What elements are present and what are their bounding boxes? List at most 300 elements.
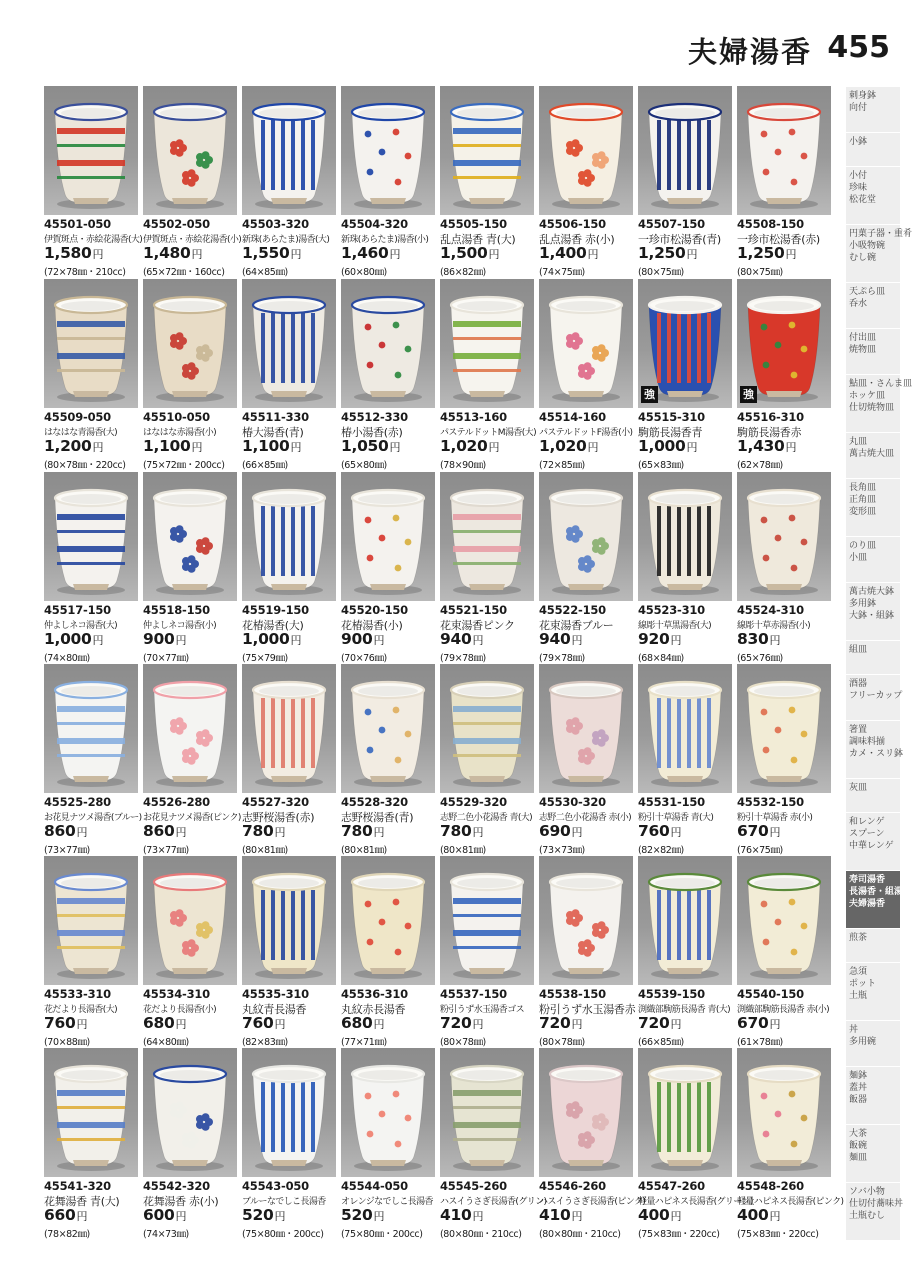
sidebar-tab-label: スプーン: [849, 829, 885, 839]
teacup-photo-icon: [150, 676, 230, 788]
product-code: 45505-150: [440, 217, 507, 231]
yen-unit: 円: [373, 1018, 385, 1031]
sidebar-tab[interactable]: [846, 720, 904, 778]
product-code: 45525-280: [44, 795, 111, 809]
product-size: (80×80㎜・210cc): [539, 1229, 621, 1240]
sidebar-tab[interactable]: [846, 962, 900, 1020]
sidebar-tab-label: 小皿: [849, 553, 868, 563]
product-name: 新珠(あらたま)湯香(大): [242, 235, 330, 245]
teacup-photo-icon: [150, 1060, 230, 1172]
product-size: (60×80㎜): [341, 267, 387, 278]
product-price: [737, 1206, 780, 1224]
product-card[interactable]: [440, 1048, 547, 1244]
product-code: 45518-150: [143, 603, 210, 617]
price-value: 1,000: [44, 630, 92, 648]
price-value: 1,100: [143, 437, 191, 455]
sidebar-tab-label: 焼物皿: [849, 345, 877, 355]
product-photo: [440, 664, 534, 793]
teacup-photo-icon: [249, 1060, 329, 1172]
product-size: (70×88㎜): [44, 1037, 90, 1048]
product-card[interactable]: [440, 856, 539, 1052]
product-photo: [737, 472, 831, 601]
product-card[interactable]: [440, 86, 539, 282]
product-name: 新珠(あらたま)湯香(小): [341, 235, 429, 245]
product-name: 駒筋長湯香赤: [737, 426, 802, 439]
sidebar-tab[interactable]: [846, 432, 900, 478]
sidebar-tab-label: 正角皿: [849, 495, 877, 505]
sidebar-tab-label: 中華レンゲ: [849, 841, 894, 851]
product-size: (80×78㎜): [539, 1037, 585, 1048]
product-size: (80×75㎜): [638, 267, 684, 278]
product-card[interactable]: [341, 279, 440, 475]
product-card[interactable]: [638, 279, 737, 475]
teacup-photo-icon: [447, 1060, 527, 1172]
yen-unit: 円: [472, 826, 484, 839]
product-size: (64×80㎜): [143, 1037, 189, 1048]
product-card[interactable]: [638, 856, 737, 1052]
product-price: [539, 630, 582, 648]
sidebar-tab[interactable]: [846, 132, 900, 166]
price-value: 520: [242, 1206, 274, 1224]
sidebar-tab-label: 萬古焼大鉢: [849, 587, 895, 597]
product-price: [341, 437, 400, 455]
product-photo: [737, 1048, 831, 1177]
product-code: 45507-150: [638, 217, 705, 231]
sidebar-tab[interactable]: [846, 224, 912, 282]
product-code: 45516-310: [737, 410, 804, 424]
product-card[interactable]: [440, 472, 539, 668]
product-name: 志野桜湯香(赤): [242, 811, 315, 824]
product-code: 45544-050: [341, 1179, 408, 1193]
product-price: [143, 244, 202, 262]
product-price: [440, 437, 499, 455]
sidebar-tab[interactable]: [846, 1124, 900, 1182]
product-card[interactable]: [440, 664, 539, 860]
sidebar-tab-label: 変形皿: [849, 507, 877, 517]
sidebar-tab-label: のり皿: [849, 541, 877, 551]
sidebar-tab-label: 小鉢: [849, 137, 868, 147]
price-value: 410: [539, 1206, 571, 1224]
product-code: 45547-260: [638, 1179, 705, 1193]
product-card[interactable]: [638, 472, 737, 668]
product-size: (65×80㎜): [341, 460, 387, 471]
product-photo: [440, 472, 534, 601]
product-size: (82×82㎜): [638, 845, 684, 856]
price-value: 780: [341, 822, 373, 840]
teacup-photo-icon: [51, 676, 131, 788]
page-header: [640, 28, 890, 68]
price-value: 680: [143, 1014, 175, 1032]
product-price: [242, 1206, 285, 1224]
product-card[interactable]: [737, 1048, 844, 1244]
teacup-photo-icon: [645, 676, 725, 788]
product-card[interactable]: [143, 856, 242, 1052]
price-value: 600: [143, 1206, 175, 1224]
yen-unit: 円: [290, 441, 302, 454]
sidebar-tab-label: 多用鉢: [849, 599, 877, 609]
sidebar-tab-label: 土瓶むし: [849, 1211, 886, 1221]
reinforced-badge: 強: [641, 386, 658, 403]
sidebar-tab-label: 丸皿: [849, 437, 868, 447]
reinforced-badge: 強: [740, 386, 757, 403]
sidebar-tab-label: 蓋丼: [849, 1083, 868, 1093]
sidebar-tab-label: 灰皿: [849, 783, 868, 793]
product-card[interactable]: [440, 279, 539, 475]
product-photo: [143, 472, 237, 601]
product-price: [242, 1014, 285, 1032]
product-price: [341, 822, 384, 840]
sidebar-tab[interactable]: [846, 328, 900, 374]
product-size: (80×78㎜): [440, 1037, 486, 1048]
yen-unit: 円: [92, 634, 104, 647]
sidebar-tab-label: 急須: [849, 967, 868, 977]
price-value: 1,000: [242, 630, 290, 648]
product-card[interactable]: [143, 279, 242, 475]
product-price: [539, 822, 582, 840]
yen-unit: 円: [175, 634, 187, 647]
product-card[interactable]: [44, 472, 143, 668]
yen-unit: 円: [472, 634, 484, 647]
yen-unit: 円: [76, 826, 88, 839]
product-size: (66×85㎜): [242, 460, 288, 471]
product-price: [44, 1206, 87, 1224]
price-value: 660: [44, 1206, 76, 1224]
product-photo: [440, 856, 534, 985]
yen-unit: 円: [670, 1018, 682, 1031]
yen-unit: 円: [769, 634, 781, 647]
yen-unit: 円: [92, 441, 104, 454]
price-value: 1,430: [737, 437, 785, 455]
price-value: 1,250: [638, 244, 686, 262]
sidebar-tab[interactable]: [846, 640, 900, 674]
product-price: [143, 437, 202, 455]
price-value: 900: [143, 630, 175, 648]
product-card[interactable]: [44, 664, 143, 860]
teacup-photo-icon: [51, 868, 131, 980]
product-code: 45532-150: [737, 795, 804, 809]
product-card[interactable]: [638, 664, 737, 860]
product-name: 花だより長湯香(大): [44, 1005, 118, 1015]
product-card[interactable]: [44, 279, 143, 475]
product-photo: [539, 664, 633, 793]
product-photo: [44, 664, 138, 793]
product-code: 45538-150: [539, 987, 606, 1001]
product-card[interactable]: [341, 1048, 440, 1244]
price-value: 1,500: [440, 244, 488, 262]
sidebar-tab-label: フリーカップ: [849, 691, 903, 701]
product-code: 45537-150: [440, 987, 507, 1001]
price-value: 780: [440, 822, 472, 840]
sidebar-tab-label: 長角皿: [849, 483, 877, 493]
product-photo: [539, 472, 633, 601]
product-name: 花椿湯香(大): [242, 619, 304, 632]
yen-unit: 円: [389, 441, 401, 454]
yen-unit: 円: [488, 441, 500, 454]
price-value: 760: [242, 1014, 274, 1032]
sidebar-tab-label: 天ぷら皿: [849, 287, 886, 297]
product-card[interactable]: [539, 856, 638, 1052]
sidebar-tab-label: むし碗: [849, 253, 877, 263]
product-price: [143, 630, 186, 648]
sidebar-tab[interactable]: [846, 674, 903, 720]
product-size: (72×85㎜): [539, 460, 585, 471]
price-value: 1,020: [440, 437, 488, 455]
product-photo: [638, 856, 732, 985]
product-name: 軽量ハピネス長湯香(ピンク): [737, 1197, 844, 1207]
price-value: 690: [539, 822, 571, 840]
product-size: (80×75㎜): [737, 267, 783, 278]
product-code: 45510-050: [143, 410, 210, 424]
product-card[interactable]: [341, 472, 440, 668]
teacup-photo-icon: [645, 98, 725, 210]
product-size: (80×81㎜): [341, 845, 387, 856]
product-card[interactable]: [341, 664, 440, 860]
product-card[interactable]: [737, 856, 836, 1052]
sidebar-tab[interactable]: [846, 812, 900, 870]
product-card[interactable]: [242, 86, 341, 282]
product-code: 45520-150: [341, 603, 408, 617]
product-price: [242, 437, 301, 455]
product-card[interactable]: [341, 86, 440, 282]
product-card[interactable]: [638, 86, 737, 282]
page-number: 455: [827, 30, 890, 65]
product-card[interactable]: [737, 664, 836, 860]
price-value: 860: [44, 822, 76, 840]
product-price: [737, 437, 796, 455]
product-card[interactable]: [44, 1048, 143, 1244]
product-name: オレンジなでしこ長湯香: [341, 1197, 433, 1207]
product-size: (77×71㎜): [341, 1037, 387, 1048]
yen-unit: 円: [670, 634, 682, 647]
product-name: 花舞湯香 青(大): [44, 1195, 120, 1208]
product-card[interactable]: [638, 1048, 753, 1244]
product-card[interactable]: [737, 279, 836, 475]
sidebar-tab[interactable]: [846, 86, 900, 132]
product-price: [341, 244, 400, 262]
product-card[interactable]: [143, 86, 242, 282]
product-name: 粉引十草湯香 青(大): [638, 813, 714, 823]
sidebar-tab-label: 珍味: [849, 183, 868, 193]
product-name: お花見ナツメ湯香(ピンク): [143, 813, 241, 823]
product-price: [44, 630, 103, 648]
product-photo: [242, 1048, 336, 1177]
product-photo: [341, 664, 435, 793]
product-card[interactable]: [143, 664, 242, 860]
yen-unit: 円: [191, 441, 203, 454]
product-price: [638, 630, 681, 648]
product-name: 志野桜湯香(青): [341, 811, 414, 824]
product-photo: [143, 86, 237, 215]
product-name: ハスイうさぎ長湯香(ピンク): [539, 1197, 646, 1207]
price-value: 400: [638, 1206, 670, 1224]
price-value: 1,250: [737, 244, 785, 262]
product-price: [440, 1206, 483, 1224]
yen-unit: 円: [290, 634, 302, 647]
sidebar-tab-label: 飯碗: [849, 1141, 868, 1151]
product-photo: [44, 1048, 138, 1177]
yen-unit: 円: [373, 1210, 385, 1223]
sidebar-tab[interactable]: [846, 1066, 900, 1124]
product-size: (75×80㎜・200cc): [242, 1229, 324, 1240]
product-card[interactable]: [242, 856, 341, 1052]
product-card[interactable]: [242, 279, 341, 475]
product-price: [737, 822, 780, 840]
product-code: 45543-050: [242, 1179, 309, 1193]
sidebar-tab[interactable]: [846, 536, 900, 582]
product-size: (74×80㎜): [44, 653, 90, 664]
teacup-photo-icon: [150, 484, 230, 596]
yen-unit: 円: [686, 248, 698, 261]
category-sidebar: [846, 86, 912, 1266]
product-code: 45511-330: [242, 410, 309, 424]
sidebar-tab-label: 仕切付蕎味丼: [849, 1199, 904, 1209]
product-code: 45548-260: [737, 1179, 804, 1193]
product-price: [242, 244, 301, 262]
price-value: 1,100: [242, 437, 290, 455]
product-photo: [737, 856, 831, 985]
sidebar-tab-label: 鮎皿・さんま皿: [849, 379, 912, 389]
product-photo: [341, 472, 435, 601]
product-price: [737, 244, 796, 262]
yen-unit: 円: [76, 1018, 88, 1031]
yen-unit: 円: [274, 826, 286, 839]
sidebar-tab[interactable]: [846, 870, 912, 928]
product-price: [341, 1014, 384, 1032]
product-photo: [242, 472, 336, 601]
yen-unit: 円: [373, 826, 385, 839]
sidebar-tab[interactable]: [846, 1182, 904, 1240]
sidebar-tab-label: 小付: [849, 171, 868, 181]
teacup-photo-icon: [348, 98, 428, 210]
sidebar-tab[interactable]: [846, 166, 900, 224]
product-code: 45503-320: [242, 217, 309, 231]
product-size: (82×83㎜): [242, 1037, 288, 1048]
product-card[interactable]: [143, 472, 242, 668]
product-size: (79×78㎜): [539, 653, 585, 664]
sidebar-tab[interactable]: [846, 374, 912, 432]
teacup-photo-icon: [348, 484, 428, 596]
price-value: 780: [242, 822, 274, 840]
product-card[interactable]: [737, 472, 836, 668]
sidebar-tab-label: 仕切焼物皿: [849, 403, 895, 413]
product-code: 45541-320: [44, 1179, 111, 1193]
product-size: (62×78㎜): [737, 460, 783, 471]
sidebar-tab[interactable]: [846, 778, 900, 812]
product-code: 45502-050: [143, 217, 210, 231]
product-code: 45528-320: [341, 795, 408, 809]
product-price: [143, 1206, 186, 1224]
product-photo: [242, 856, 336, 985]
product-photo: [341, 86, 435, 215]
product-price: [539, 1014, 582, 1032]
product-card[interactable]: [341, 856, 440, 1052]
product-size: (75×80㎜・200cc): [341, 1229, 423, 1240]
sidebar-tab[interactable]: [846, 282, 900, 328]
product-photo: [143, 856, 237, 985]
price-value: 1,400: [539, 244, 587, 262]
product-name: 椿小湯香(赤): [341, 426, 403, 439]
product-name: 丸紋青長湯香: [242, 1003, 307, 1016]
teacup-photo-icon: [744, 484, 824, 596]
yen-unit: 円: [785, 441, 797, 454]
product-code: 45524-310: [737, 603, 804, 617]
yen-unit: 円: [175, 1210, 187, 1223]
sidebar-tab-label: 大鉢・組鉢: [849, 611, 895, 621]
product-code: 45535-310: [242, 987, 309, 1001]
product-card[interactable]: [44, 856, 143, 1052]
sidebar-tab[interactable]: [846, 478, 900, 536]
product-photo: [242, 279, 336, 408]
sidebar-tab-label: 丼: [849, 1025, 859, 1035]
product-name: 粉引うず水玉湯香ゴス: [440, 1005, 525, 1015]
product-photo: [737, 279, 831, 408]
product-name: 志野二色小花湯香 青(大): [440, 813, 533, 823]
product-card[interactable]: [242, 1048, 341, 1244]
product-code: 45533-310: [44, 987, 111, 1001]
product-card[interactable]: [737, 86, 836, 282]
yen-unit: 円: [76, 1210, 88, 1223]
product-card[interactable]: [539, 1048, 646, 1244]
product-photo: [44, 279, 138, 408]
product-card[interactable]: [44, 86, 143, 282]
product-card[interactable]: [539, 86, 638, 282]
product-card[interactable]: [539, 279, 638, 475]
product-name: 渕織部駒筋長湯香 赤(小): [737, 1005, 830, 1015]
sidebar-tab-label: 組皿: [849, 645, 868, 655]
product-card[interactable]: [242, 664, 341, 860]
yen-unit: 円: [769, 826, 781, 839]
sidebar-tab-label: 寿司湯香: [849, 875, 886, 885]
product-card[interactable]: [143, 1048, 242, 1244]
teacup-photo-icon: [645, 1060, 725, 1172]
product-photo: [638, 472, 732, 601]
product-card[interactable]: [539, 664, 638, 860]
product-card[interactable]: [242, 472, 341, 668]
product-code: 45506-150: [539, 217, 606, 231]
sidebar-tab[interactable]: [846, 582, 900, 640]
product-price: [638, 1014, 681, 1032]
sidebar-tab[interactable]: [846, 1020, 900, 1066]
page-title: 夫婦湯香: [687, 35, 812, 69]
product-code: 45536-310: [341, 987, 408, 1001]
yen-unit: 円: [389, 248, 401, 261]
product-size: (75×79㎜): [242, 653, 288, 664]
product-photo: [44, 856, 138, 985]
teacup-photo-icon: [249, 98, 329, 210]
teacup-photo-icon: [447, 676, 527, 788]
product-price: [737, 630, 780, 648]
product-card[interactable]: [539, 472, 638, 668]
price-value: 520: [341, 1206, 373, 1224]
product-price: [242, 630, 301, 648]
product-size: (78×90㎜): [440, 460, 486, 471]
price-value: 940: [440, 630, 472, 648]
product-code: 45501-050: [44, 217, 111, 231]
product-name: 花束湯香ピンク: [440, 619, 515, 632]
sidebar-tab-label: 夫婦湯香: [849, 899, 886, 909]
product-grid: [44, 86, 844, 1266]
sidebar-tab-label: 大茶: [849, 1129, 868, 1139]
product-size: (74×75㎜): [539, 267, 585, 278]
sidebar-tab[interactable]: [846, 928, 900, 962]
yen-unit: 円: [769, 1018, 781, 1031]
sidebar-tab-label: 松花堂: [849, 195, 877, 205]
product-name: 花束湯香ブルー: [539, 619, 614, 632]
product-code: 45521-150: [440, 603, 507, 617]
teacup-photo-icon: [51, 1060, 131, 1172]
product-name: 椿大湯香(青): [242, 426, 304, 439]
product-price: [440, 630, 483, 648]
